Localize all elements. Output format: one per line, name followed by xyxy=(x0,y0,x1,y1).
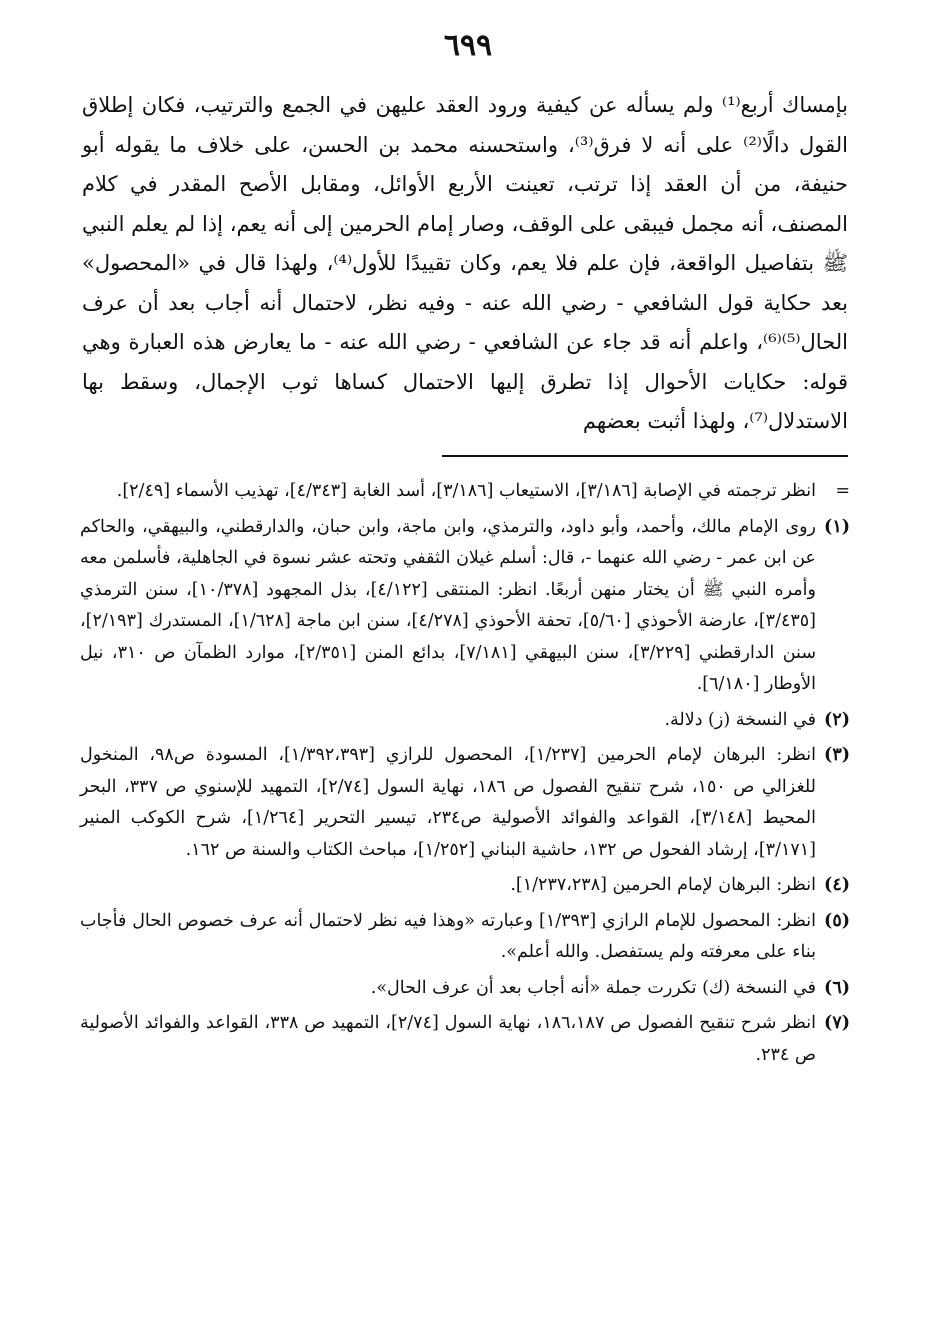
footnote-4 xyxy=(80,870,850,902)
footnote-number: = xyxy=(835,481,850,501)
footnote-6 xyxy=(80,973,850,1005)
footnote-text: انظر: البرهان لإمام الحرمين [١/٢٣٧،٢٣٨]. xyxy=(510,875,816,895)
footnote-number: (٦) xyxy=(824,977,850,998)
footnote-text: في النسخة (ك) تكررت جملة «أنه أجاب بعد أن عرف الحال». xyxy=(370,977,816,998)
footnote-text: انظر: المحصول للإمام الرازي [١/٣٩٣] وعبارته «وهذا فيه نظر لاحتمال أنه عرف خصوص الحال فأجاب بناء على معرفته ولم يستفصل. والله أعلم». xyxy=(80,910,817,962)
footnote-number: (٣) xyxy=(824,745,850,765)
footnote-continuation xyxy=(80,476,850,508)
footnote-text: في النسخة (ز) دلالة. xyxy=(664,709,816,730)
footnote-number: (٤) xyxy=(824,875,850,895)
footnote-number: (٧) xyxy=(824,1013,850,1033)
footnote-2 xyxy=(80,705,850,737)
page-number: ٦٩٩ xyxy=(443,28,493,63)
footnote-3 xyxy=(80,740,850,866)
footnote-text: روى الإمام مالك، وأحمد، وأبو داود، والترمذي، وابن ماجة، وابن حبان، والدارقطني، والبيهقي، والحاكم عن ابن عمر - رضي الله عنهما -، قال: أسلم غيلان الثقفي وتحته عشر نسوة في الجاهلية، فأسلمن معه وأمره النبي ﷺ أن يختار منهن أربعًا. انظر: المنتقى [٤/١٢٢]، بذل المجهود [١٠/٣٧٨]، سنن الترمذي [٣/٤٣٥]، عارضة الأحوذي [٥/٦٠]، تحفة الأحوذي [٤/٢٧٨]، سنن ابن ماجة [١/٦٢٨]، المستدرك [٢/١٩٣]، سنن الدارقطني [٣/٢٢٩]، سنن البيهقي [٧/١٨١]، بدائع المنن [٢/٣٥١]، موارد الظمآن ص ٣١٠، نيل الأوطار [٦/١٨٠]. xyxy=(80,516,816,694)
footnote-text: انظر ترجمته في الإصابة [٣/١٨٦]، الاستيعاب [٣/١٨٦]، أسد الغابة [٤/٣٤٣]، تهذيب الأسماء [٢/٤٩]. xyxy=(116,481,816,501)
footnote-text: انظر شرح تنقيح الفصول ص ١٨٦،١٨٧، نهاية السول [٢/٧٤]، التمهيد ص ٣٣٨، القواعد والفوائد الأصولية ص ٢٣٤. xyxy=(80,1013,817,1065)
footnote-number: (٥) xyxy=(824,910,850,931)
footnote-5 xyxy=(80,906,850,969)
footnote-text: انظر: البرهان لإمام الحرمين [١/٢٣٧]، المحصول للرازي [١/٣٩٢،٣٩٣]، المسودة ص٩٨، المنخول للغزالي ص ١٥٠، شرح تنقيح الفصول ص ١٨٦، نهاية السول [٢/٧٤]، التمهيد للإسنوي ص ٣٣٧، البحر المحيط [٣/١٤٨]، القواعد والفوائد الأصولية ص٢٣٤، تيسير التحرير [١/٢٦٤]، شرح الكوكب المنير [٣/١٧١]، إرشاد الفحول ص ١٣٢، حاشية البناني [١/٢٥٢]، مباحث الكتاب والسنة ص ١٦٢. xyxy=(80,745,817,860)
main-body-text xyxy=(82,86,848,442)
footnote-1 xyxy=(80,512,850,701)
footnote-7 xyxy=(80,1008,850,1071)
footnote-number: (٢) xyxy=(824,709,850,730)
footnote-number: (١) xyxy=(824,516,850,537)
footnote-separator xyxy=(442,455,848,457)
main-paragraph: بإمساك أربع⁽¹⁾ ولم يسأله عن كيفية ورود العقد عليهن في الجمع والترتيب، فكان إطلاق القول دالًا⁽²⁾ على أنه لا فرق⁽³⁾، واستحسنه محمد بن الحسن، على خلاف ما يقوله أبو حنيفة، من أن العقد إذا ترتب، تعينت الأربع الأوائل، ومقابل الأصح المقدر في كلام المصنف، أنه مجمل فيبقى على الوقف، وصار إمام الحرمين إلى أنه يعم، إذا لم يعلم النبي ﷺ بتفاصيل الواقعة، فإن علم فلا يعم، وكان تقييدًا للأول⁽⁴⁾، ولهذا قال في «المحصول» بعد حكاية قول الشافعي - رضي الله عنه - وفيه نظر، لاحتمال أنه أجاب بعد أن عرف الحال⁽⁵⁾⁽⁶⁾، واعلم أنه قد جاء عن الشافعي - رضي الله عنه - ما يعارض هذه العبارة وهي قوله: حكايات الأحوال إذا تطرق إليها الاحتمال كساها ثوب الإجمال، وسقط بها الاستدلال⁽⁷⁾، ولهذا أثبت بعضهم xyxy=(82,93,848,433)
footnotes xyxy=(80,476,850,1075)
